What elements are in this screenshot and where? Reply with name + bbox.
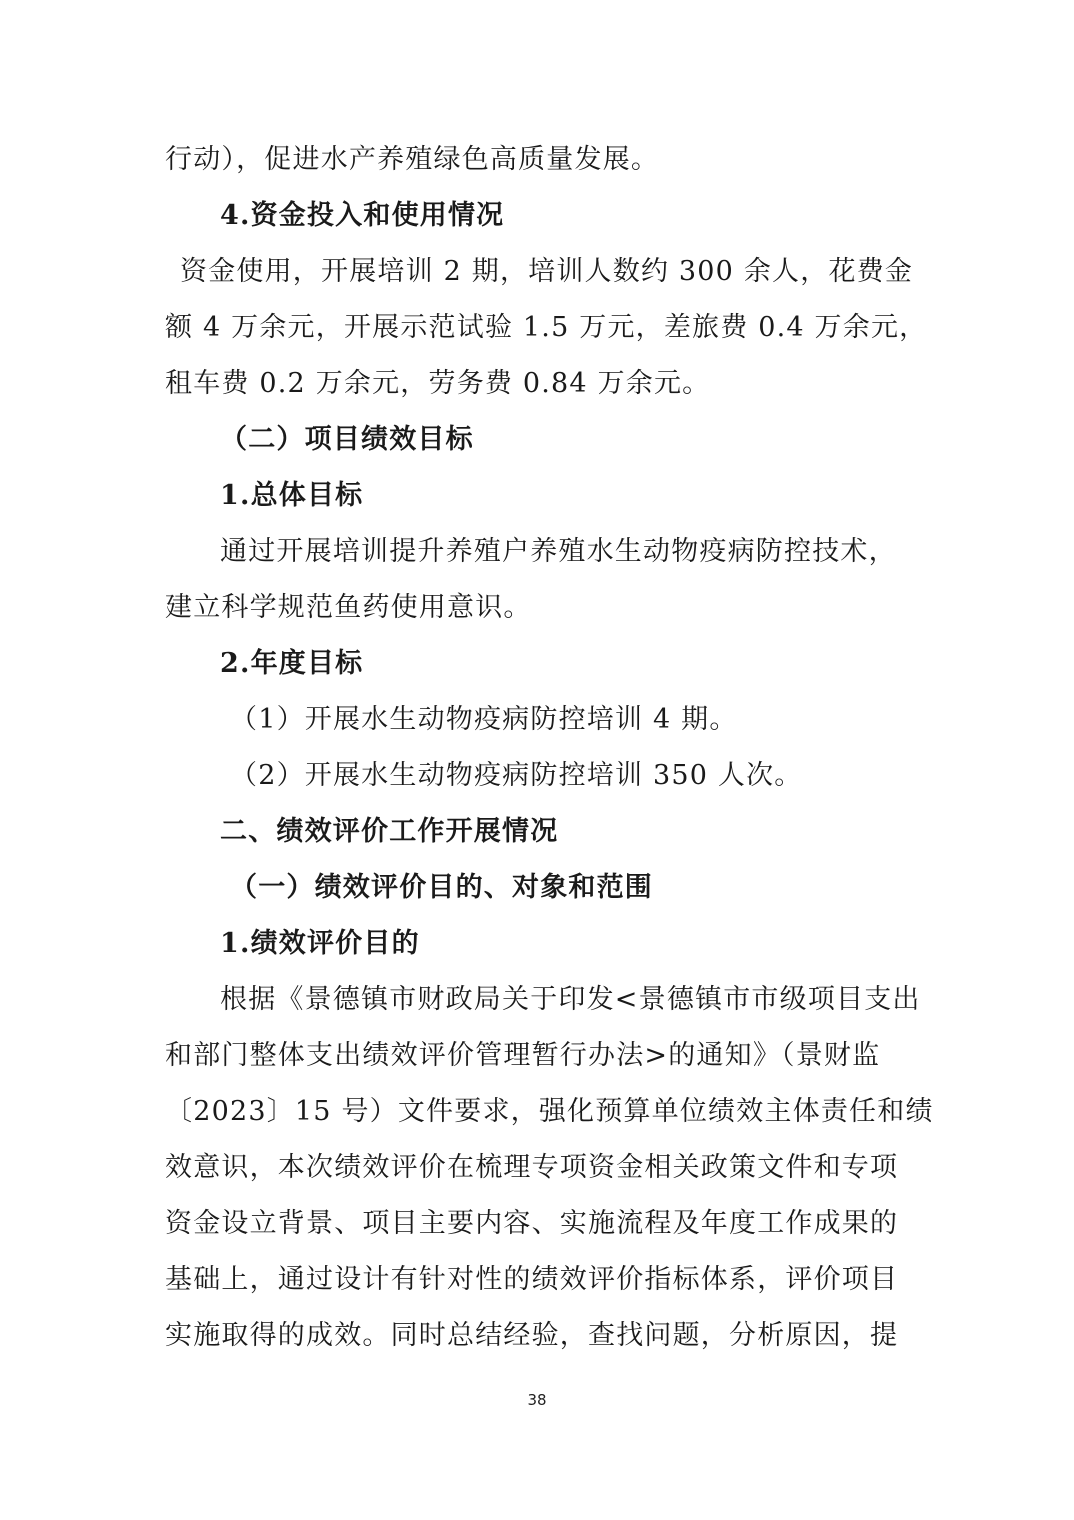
list-item: （2）开展水生动物疫病防控培训 350 人次。 [230, 760, 803, 791]
page-number: 38 [527, 1391, 547, 1409]
body-text-line: 资金设立背景、项目主要内容、实施流程及年度工作成果的 [165, 1208, 899, 1239]
body-text-line: 实施取得的成效。同时总结经验，查找问题，分析原因，提 [165, 1320, 899, 1351]
body-text-line: 建立科学规范鱼药使用意识。 [165, 592, 532, 623]
body-text-line: 和部门整体支出绩效评价管理暂行办法>的通知》（景财监 [165, 1040, 881, 1071]
section-heading: （二）项目绩效目标 [220, 424, 474, 455]
list-item: （1）开展水生动物疫病防控培训 4 期。 [230, 704, 738, 735]
body-text-line: 行动），促进水产养殖绿色高质量发展。 [165, 144, 660, 175]
body-text-line: 额 4 万余元，开展示范试验 1.5 万元，差旅费 0.4 万余元， [165, 312, 928, 343]
section-heading: （一）绩效评价目的、对象和范围 [230, 872, 653, 903]
section-heading: 1.绩效评价目的 [220, 928, 420, 959]
section-heading: 2.年度目标 [220, 648, 364, 679]
body-text-line: 效意识，本次绩效评价在梳理专项资金相关政策文件和专项 [165, 1152, 899, 1183]
section-heading: 4.资金投入和使用情况 [220, 200, 505, 231]
body-text-line: 资金使用，开展培训 2 期，培训人数约 300 余人，花费金 [180, 256, 914, 287]
section-heading: 二、绩效评价工作开展情况 [220, 816, 559, 847]
section-heading: 1.总体目标 [220, 480, 364, 511]
body-text-line: 〔2023〕15 号）文件要求，强化预算单位绩效主体责任和绩 [165, 1096, 934, 1127]
body-text-line: 租车费 0.2 万余元，劳务费 0.84 万余元。 [165, 368, 711, 399]
body-text-line: 基础上，通过设计有针对性的绩效评价指标体系，评价项目 [165, 1264, 899, 1295]
body-text-line: 根据《景德镇市财政局关于印发<景德镇市市级项目支出 [220, 984, 921, 1015]
body-text-line: 通过开展培训提升养殖户养殖水生动物疫病防控技术， [220, 536, 897, 567]
